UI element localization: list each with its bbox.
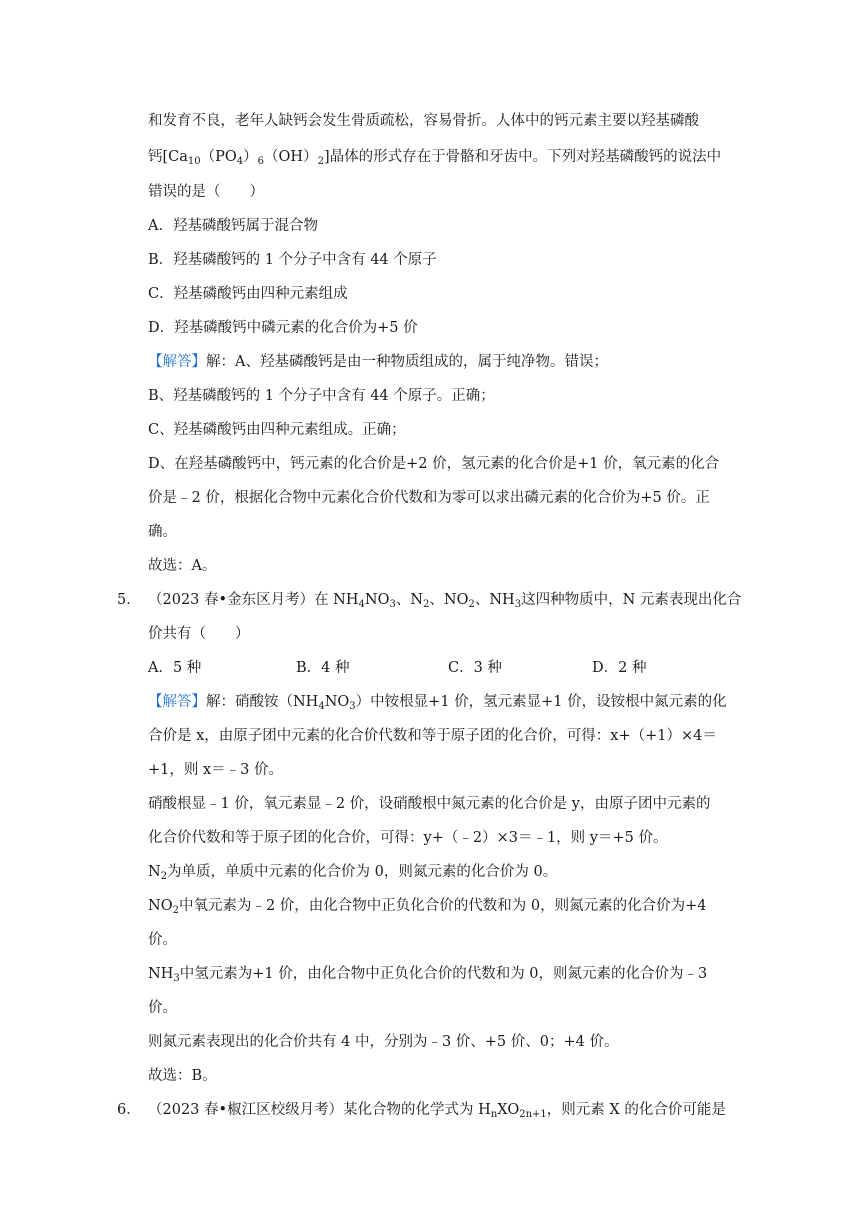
q5-answer-line-5: 化合价代数和等于原子团的化合价，可得：y+（﹣2）×3＝﹣1，则 y＝+5 价。 (148, 830, 668, 846)
q5-answer-line-8: 价。 (148, 932, 177, 948)
q5-answer-line-3: +1，则 x＝﹣3 价。 (148, 762, 283, 778)
q5-number: 5． (117, 592, 141, 608)
q4-choice: 故选：A。 (148, 558, 217, 574)
q4-stem-line-1: 和发育不良，老年人缺钙会发生骨质疏松，容易骨折。人体中的钙元素主要以羟基磷酸 (148, 113, 699, 129)
q5-answer-line-11: 则氮元素表现出的化合价共有 4 中，分别为﹣3 价、+5 价、0；+4 价。 (148, 1034, 619, 1050)
q4-option-a: A．羟基磷酸钙属于混合物 (148, 218, 318, 234)
q5-stem-line-1: （2023 春•金东区月考）在 $NH_4NO_3$、$N_2$、$NO_2$、$NH_3$这四种物质中，N 元素表现出化合 (148, 592, 742, 610)
q4-option-d: D．羟基磷酸钙中磷元素的化合价为+5 价 (148, 320, 418, 336)
q5-choice: 故选：B。 (148, 1068, 217, 1084)
q5-option-c: C．3 种 (448, 660, 502, 676)
q4-option-c: C．羟基磷酸钙由四种元素组成 (148, 286, 348, 302)
q4-stem-line-3: 错误的是（ ） (148, 184, 264, 200)
q6-number: 6． (117, 1102, 141, 1118)
q5-answer-line-6: $N_2$为单质，单质中元素的化合价为 0，则氮元素的化合价为 0。 (148, 864, 558, 882)
q5-option-b: B．4 种 (296, 660, 350, 676)
q5-answer-line-9: $NH_3$中氢元素为+1 价，由化合物中正负化合价的代数和为 0，则氮元素的化合价为﹣3 (148, 966, 708, 984)
q5-answer-line-4: 硝酸根显﹣1 价，氧元素显﹣2 价，设硝酸根中氮元素的化合价是 y，由原子团中元素的 (148, 796, 711, 812)
q5-option-d: D．2 种 (592, 660, 647, 676)
q4-answer-line-2: B、羟基磷酸钙的 1 个分子中含有 44 个原子。正确； (148, 388, 495, 404)
q4-answer-line-5: 价是﹣2 价，根据化合物中元素化合价代数和为零可以求出磷元素的化合价为+5 价。正 (148, 490, 710, 506)
q5-answer-line-2: 合价是 x，由原子团中元素的化合价代数和等于原子团的化合价，可得：x+（+1）×4＝ (148, 728, 717, 744)
q6-stem-line-1: （2023 春•椒江区校级月考）某化合物的化学式为 $H_nXO_{2n+1}$，则元素 X 的化合价可能是 (148, 1102, 726, 1120)
q5-answer-line-1: 【解答】解：硝酸铵$(NH_4NO_3)$中铵根显+1 价，氢元素显+1 价，设铵根中氮元素的化 (148, 694, 727, 712)
q4-answer-line-6: 确。 (148, 524, 177, 540)
answer-tag: 【解答】 (148, 354, 206, 370)
q4-option-b: B．羟基磷酸钙的 1 个分子中含有 44 个原子 (148, 252, 437, 268)
q4-answer-line-4: D、在羟基磷酸钙中，钙元素的化合价是+2 价，氢元素的化合价是+1 价，氧元素的化合 (148, 456, 720, 472)
q5-answer-line-7: $NO_2$中氧元素为﹣2 价，由化合物中正负化合价的代数和为 0，则氮元素的化合价为+4 (148, 898, 707, 916)
q5-option-a: A．5 种 (148, 660, 202, 676)
q5-answer-line-10: 价。 (148, 1000, 177, 1016)
q4-answer-line-1: 【解答】解：A、羟基磷酸钙是由一种物质组成的，属于纯净物。错误； (148, 354, 608, 370)
q4-answer-line-3: C、羟基磷酸钙由四种元素组成。正确； (148, 422, 406, 438)
q5-stem-line-2: 价共有（ ） (148, 626, 250, 642)
q4-stem-line-2: 钙$[Ca_{10}(PO_4)_6(OH)_2]$晶体的形式存在于骨骼和牙齿中。下列对羟基磷酸钙的说法中 (148, 149, 722, 167)
answer-tag: 【解答】 (148, 694, 206, 710)
